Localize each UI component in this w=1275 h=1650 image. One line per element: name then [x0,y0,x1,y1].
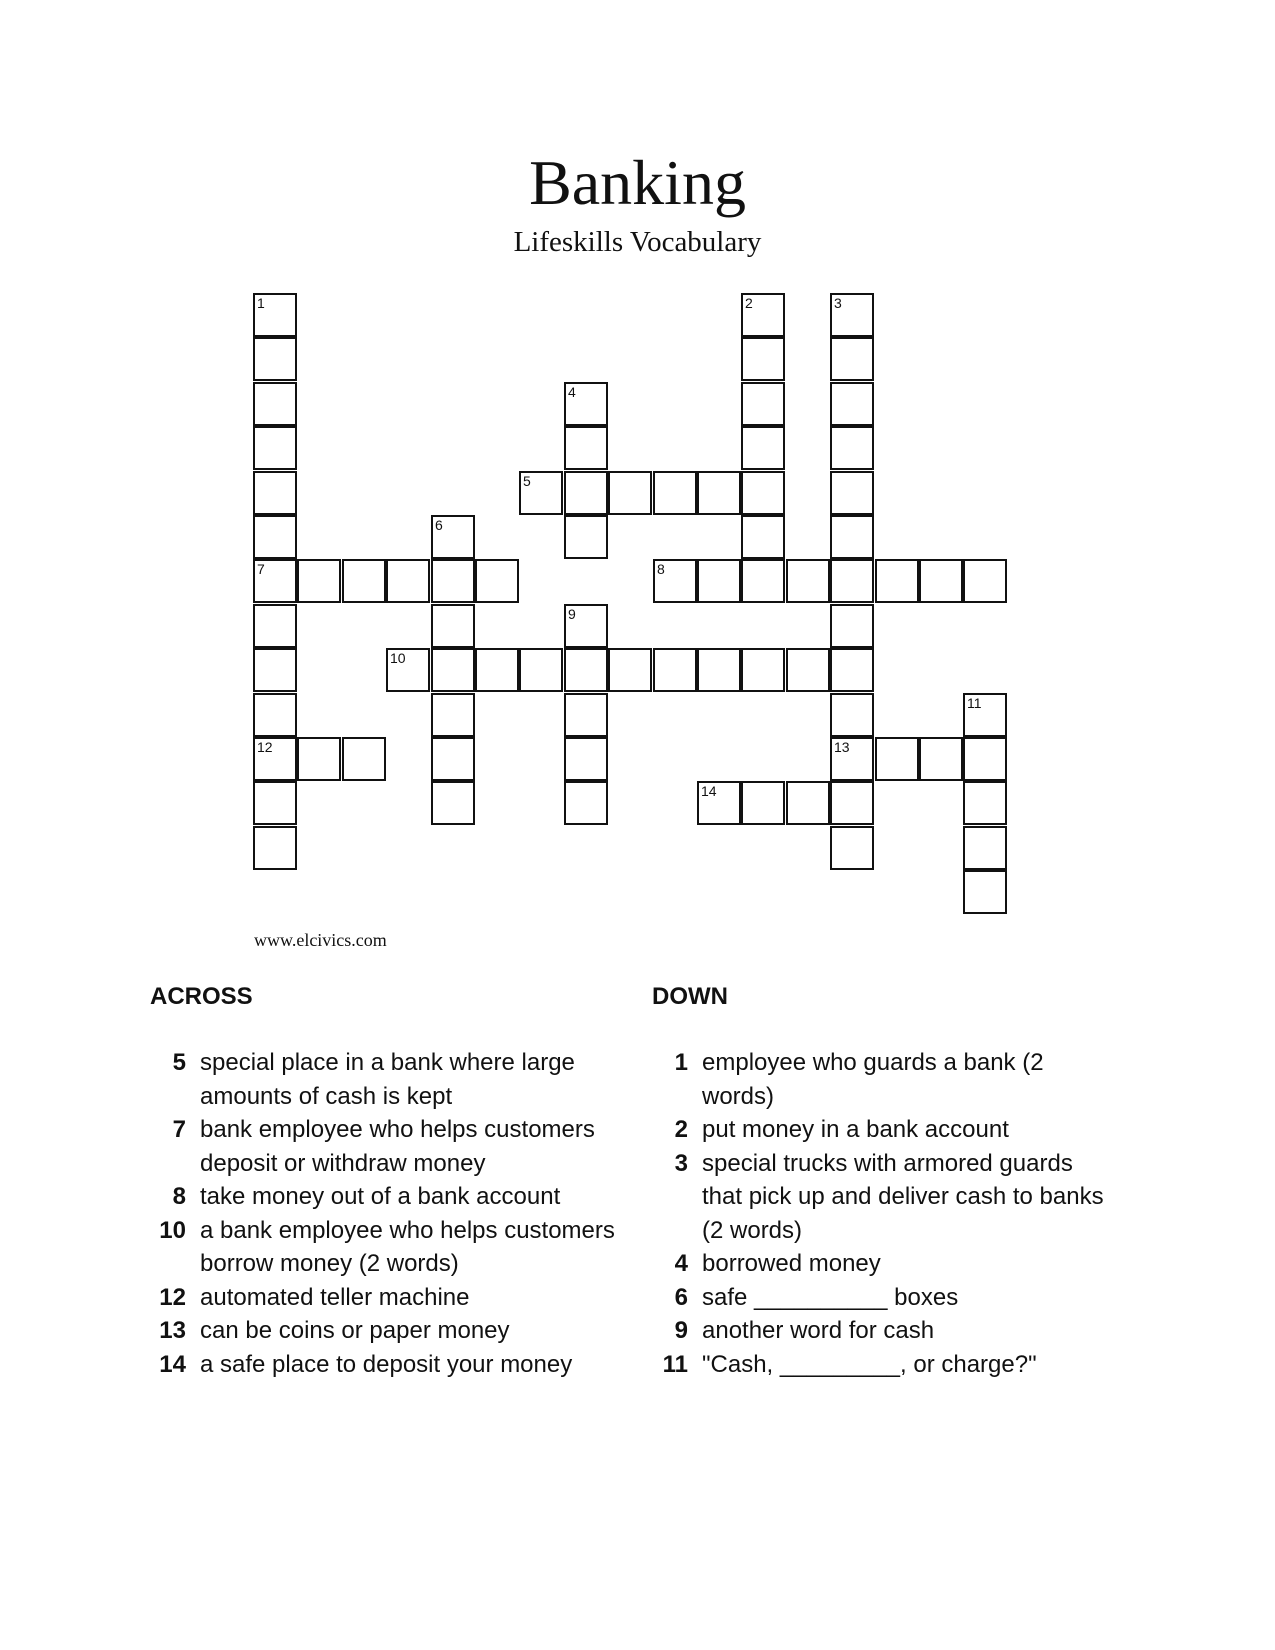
grid-cell[interactable] [386,648,430,692]
clue-number: 9 [568,606,576,622]
clue-text: another word for cash [702,1317,935,1344]
grid-cell[interactable] [475,559,519,603]
grid-cell[interactable] [697,648,741,692]
grid-cell[interactable] [786,648,830,692]
grid-cell[interactable] [431,515,475,559]
grid-cell[interactable] [253,471,297,515]
clue-text: borrowed money [702,1250,881,1277]
grid-cell[interactable] [297,737,341,781]
clue-number: 8 [172,1183,186,1210]
grid-cell[interactable] [431,693,475,737]
grid-cell[interactable] [963,737,1007,781]
grid-cell[interactable] [741,382,785,426]
grid-cell[interactable] [564,604,608,648]
clue-number: 8 [657,561,665,577]
grid-cell[interactable] [475,648,519,692]
clue-text: automated teller machine [200,1283,470,1311]
grid-cell[interactable] [963,781,1007,825]
website-credit: www.elcivics.com [254,930,387,950]
clue-text: can be coins or paper money [200,1317,510,1344]
down-clue-list [652,1046,1112,1381]
clue-text: a safe place to deposit your money [200,1350,573,1378]
grid-cell[interactable] [830,515,874,559]
clue-number: 6 [435,517,443,533]
clue-number: 13 [834,739,850,755]
grid-cell[interactable] [253,337,297,381]
grid-cell[interactable] [653,471,697,515]
grid-cell[interactable] [830,293,874,337]
clue-number: 11 [967,695,982,711]
grid-cell[interactable] [253,826,297,870]
clue-text: take money out of a bank account [200,1183,561,1210]
grid-cell[interactable] [875,737,919,781]
clue-number: 12 [257,739,273,755]
down-clue [652,1046,1112,1113]
grid-cell[interactable] [253,737,297,781]
grid-cell[interactable] [741,648,785,692]
grid-cell[interactable] [830,693,874,737]
down-heading: DOWN [652,983,728,1010]
clue-number: 1 [674,1049,688,1076]
clue-number: 4 [674,1250,688,1277]
grid-cell[interactable] [741,426,785,470]
clue-text: "Cash, _________, or charge?" [702,1350,1037,1378]
clue-number: 3 [674,1149,688,1177]
grid-cell[interactable] [253,781,297,825]
grid-cell[interactable] [253,382,297,426]
grid-cell[interactable] [741,515,785,559]
across-clue-list [150,1046,620,1381]
grid-cell[interactable] [741,471,785,515]
clue-number: 14 [159,1350,186,1378]
grid-cell[interactable] [741,559,785,603]
grid-cell[interactable] [741,293,785,337]
down-clue [652,1247,1112,1281]
grid-cell[interactable] [342,559,386,603]
grid-cell[interactable] [697,471,741,515]
grid-cell[interactable] [519,648,563,692]
grid-cell[interactable] [431,559,475,603]
down-clue [652,1314,1112,1348]
clue-text: employee who guards a bank (2 words) [702,1049,1044,1110]
clue-number: 4 [568,384,576,400]
clue-number: 14 [701,783,717,799]
grid-cell[interactable] [830,648,874,692]
clue-number: 7 [172,1116,186,1143]
across-clue [150,1314,620,1348]
down-clue [652,1147,1112,1248]
grid-cell[interactable] [253,604,297,648]
grid-cell[interactable] [830,781,874,825]
across-heading: ACROSS [150,983,253,1010]
clue-text: a bank employee who helps customers borrow money (2 words) [200,1216,615,1277]
grid-cell[interactable] [564,648,608,692]
grid-cell[interactable] [830,826,874,870]
grid-cell[interactable] [786,781,830,825]
across-clue [150,1281,620,1315]
down-clue [652,1281,1112,1315]
grid-cell[interactable] [741,781,785,825]
down-clue [652,1113,1112,1147]
across-clue [150,1046,620,1113]
grid-cell[interactable] [919,559,963,603]
grid-cell[interactable] [564,693,608,737]
grid-cell[interactable] [875,559,919,603]
clue-number: 12 [159,1283,186,1311]
clue-number: 2 [674,1116,688,1143]
grid-cell[interactable] [786,559,830,603]
grid-cell[interactable] [697,559,741,603]
grid-cell[interactable] [253,648,297,692]
grid-cell[interactable] [919,737,963,781]
grid-cell[interactable] [963,826,1007,870]
across-clue [150,1348,620,1382]
across-clue [150,1214,620,1281]
grid-cell[interactable] [431,737,475,781]
grid-cell[interactable] [608,471,652,515]
clue-number: 9 [674,1317,688,1344]
grid-cell[interactable] [830,559,874,603]
across-clue [150,1113,620,1180]
grid-cell[interactable] [386,559,430,603]
grid-cell[interactable] [963,693,1007,737]
clue-number: 10 [390,650,406,666]
grid-cell[interactable] [653,559,697,603]
grid-cell[interactable] [830,382,874,426]
puzzle-subtitle: Lifeskills Vocabulary [513,226,762,258]
grid-cell[interactable] [697,781,741,825]
clue-text: put money in a bank account [702,1116,1009,1143]
grid-cell[interactable] [253,426,297,470]
grid-cell[interactable] [342,737,386,781]
clue-text: special trucks with armored guards that pick up and deliver cash to banks (2 words) [702,1149,1104,1244]
grid-cell[interactable] [830,737,874,781]
grid-cell[interactable] [297,559,341,603]
grid-cell[interactable] [564,471,608,515]
grid-cell[interactable] [608,648,652,692]
clue-number: 2 [745,295,753,311]
puzzle-title: Banking [529,147,746,218]
grid-cell[interactable] [431,648,475,692]
grid-cell[interactable] [253,515,297,559]
grid-cell[interactable] [564,382,608,426]
clue-number: 7 [257,561,265,577]
grid-cell[interactable] [830,471,874,515]
clue-text: safe __________ boxes [702,1283,959,1311]
clue-number: 13 [159,1317,186,1344]
down-clue [652,1348,1112,1382]
clue-number: 5 [523,473,531,489]
clue-number: 11 [662,1350,688,1378]
grid-cell[interactable] [253,293,297,337]
grid-cell[interactable] [253,559,297,603]
grid-cell[interactable] [963,870,1007,914]
down-clues [652,982,1112,1381]
grid-cell[interactable] [564,515,608,559]
grid-cell[interactable] [431,781,475,825]
across-clues [150,982,620,1381]
grid-cell[interactable] [519,471,563,515]
grid-cell[interactable] [653,648,697,692]
grid-cell[interactable] [431,604,475,648]
grid-cell[interactable] [741,337,785,381]
across-clue [150,1180,620,1214]
clue-text: bank employee who helps customers deposit or withdraw money [200,1116,595,1177]
clue-number: 3 [834,295,842,311]
clue-text: special place in a bank where large amounts of cash is kept [200,1049,575,1110]
grid-cell[interactable] [253,693,297,737]
grid-cell[interactable] [830,337,874,381]
grid-cell[interactable] [830,426,874,470]
clue-number: 10 [159,1216,186,1244]
grid-cell[interactable] [564,426,608,470]
clue-number: 5 [172,1049,186,1076]
grid-cell[interactable] [830,604,874,648]
grid-cell[interactable] [564,737,608,781]
grid-cell[interactable] [963,559,1007,603]
clue-number: 6 [674,1283,688,1311]
clue-number: 1 [257,295,265,311]
grid-cell[interactable] [564,781,608,825]
